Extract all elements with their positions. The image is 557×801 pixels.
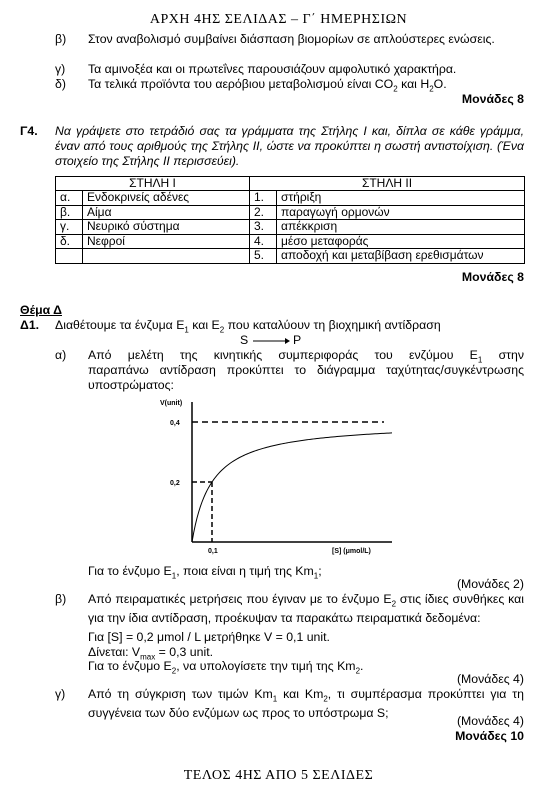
- g4-prompt: Να γράψετε στο τετράδιό σας τα γράμματα της Στήλης Ι και, δίπλα σε κάθε γράμμα, έναν από τους αριθμούς της Στήλης ΙΙ, ώστε να προκύπτει η σωστή αντιστοίχιση. (Ένα στοιχείο της Στήλης ΙΙ περισσεύει).: [55, 124, 524, 168]
- row-number: 2.: [250, 205, 277, 220]
- col1-header: ΣΤΗΛΗ Ι: [56, 177, 250, 191]
- theme-total-points: Μονάδες 10: [455, 729, 524, 743]
- g4-label: Γ4.: [20, 124, 38, 138]
- d1-c-points: (Μονάδες 4): [456, 714, 524, 728]
- table-row: [56, 234, 525, 249]
- row-col2: αποδοχή και μεταβίβαση ερεθισμάτων: [277, 249, 525, 264]
- d1-c-mark: γ): [55, 687, 66, 701]
- d1-a-line1: Από μελέτη της κινητικής συμπεριφοράς του ενζύμου $E_1$ στην: [88, 348, 524, 365]
- table-row: [56, 191, 525, 206]
- row-letter: [56, 249, 83, 264]
- d1-b-points: (Μονάδες 4): [456, 672, 524, 686]
- kinetics-chart: [150, 392, 400, 562]
- page-header: ΑΡΧΗ 4ΗΣ ΣΕΛΙΔΑΣ – Γ΄ ΗΜΕΡΗΣΙΩΝ: [149, 12, 408, 27]
- row-letter: β.: [56, 205, 83, 220]
- d1-a-line2: παραπάνω αντίδραση προκύπτει το διάγραμμα ταχύτητας/συγκέντρωσης υποστρώματος:: [88, 363, 524, 392]
- theme-title: Θέμα Δ: [20, 303, 62, 317]
- g3-item-c-mark: γ): [55, 62, 66, 76]
- row-col2: απέκκριση: [277, 220, 525, 235]
- table-row: [56, 205, 525, 220]
- d1-b-line2: Για [S] = 0,2 μmol / L μετρήθηκε V = 0,1 unit.: [88, 630, 330, 644]
- row-col2: στήριξη: [277, 191, 525, 206]
- row-col2: παραγωγή ορμονών: [277, 205, 525, 220]
- reaction-arrow: [251, 334, 291, 348]
- g3-item-b-mark: β): [55, 32, 67, 46]
- row-col1: Νεφροί: [83, 234, 250, 249]
- g4-points: Μονάδες 8: [461, 270, 524, 284]
- d1-a-question: Για το ένζυμο $E_1$, ποια είναι η τιμή της $Km_1$;: [88, 564, 322, 581]
- reaction-substrate: S: [240, 333, 249, 347]
- col2-header: ΣΤΗΛΗ ΙΙ: [250, 177, 525, 191]
- d1-a-points: (Μονάδες 2): [456, 577, 524, 591]
- d1-a-mark: α): [55, 348, 67, 362]
- g3-item-b-text: Στον αναβολισμό συμβαίνει διάσπαση βιομορίων σε απλούστερες ενώσεις.: [88, 32, 495, 46]
- x-axis-label: [S] (μmol/L): [332, 548, 371, 555]
- table-row: [56, 249, 525, 264]
- y-tick-label: 0,2: [170, 480, 180, 487]
- row-letter: γ.: [56, 220, 83, 235]
- matching-table: [55, 176, 525, 264]
- g3-points: Μονάδες 8: [461, 92, 524, 106]
- d1-b-line4: Για το ένζυμο $E_2$, να υπολογίσετε την τιμή της $Km_2$.: [88, 659, 364, 676]
- y-axis-label: V(unit): [160, 400, 183, 407]
- y-tick-label: 0,4: [170, 420, 180, 427]
- row-col1: [83, 249, 250, 264]
- row-col2: μέσο μεταφοράς: [277, 234, 525, 249]
- row-col1: Νευρικό σύστημα: [83, 220, 250, 235]
- row-number: 3.: [250, 220, 277, 235]
- d1-text: Διαθέτουμε τα ένζυμα $E_1$ και $E_2$ που καταλύουν τη βιοχημική αντίδραση: [55, 318, 441, 335]
- mm-curve: [192, 433, 392, 542]
- d1-label: Δ1.: [20, 318, 40, 332]
- row-number: 5.: [250, 249, 277, 264]
- d1-b-line3: Δίνεται: $V_{max} = 0,3$ unit.: [88, 645, 214, 662]
- g3-item-d-mark: δ): [55, 77, 66, 91]
- row-letter: α.: [56, 191, 83, 206]
- d1-b-mark: β): [55, 592, 67, 606]
- row-number: 1.: [250, 191, 277, 206]
- row-col1: Ενδοκρινείς αδένες: [83, 191, 250, 206]
- reaction-product: P: [293, 333, 302, 347]
- d1-b-text: Από πειραματικές μετρήσεις που έγιναν με το ένζυμο $E_2$ στις ίδιες συνθήκες και για την ίδια αντίδραση, προέκυψαν τα παρακάτω πειραματικά δεδομένα:: [88, 592, 525, 626]
- x-tick-label: 0,1: [208, 548, 218, 555]
- g3-item-c-text: Τα αμινοξέα και οι πρωτεΐνες παρουσιάζουν αμφολυτικό χαρακτήρα.: [88, 62, 457, 76]
- d1-c-text: Από τη σύγκριση των τιμών $Km_1$ και $Km_2$, τι συμπέρασμα προκύπτει για τη συγγένεια των δύο ενζύμων ως προς το υπόστρωμα S;: [88, 687, 524, 721]
- row-col1: Αίμα: [83, 205, 250, 220]
- row-number: 4.: [250, 234, 277, 249]
- table-row: [56, 220, 525, 235]
- g3-item-d-text: Τα τελικά προϊόντα του αερόβιου μεταβολισμού είναι $CO_2$ και $H_2O$.: [88, 77, 447, 94]
- page-footer: ΤΕΛΟΣ 4ΗΣ ΑΠΟ 5 ΣΕΛΙΔΕΣ: [183, 768, 374, 783]
- row-letter: δ.: [56, 234, 83, 249]
